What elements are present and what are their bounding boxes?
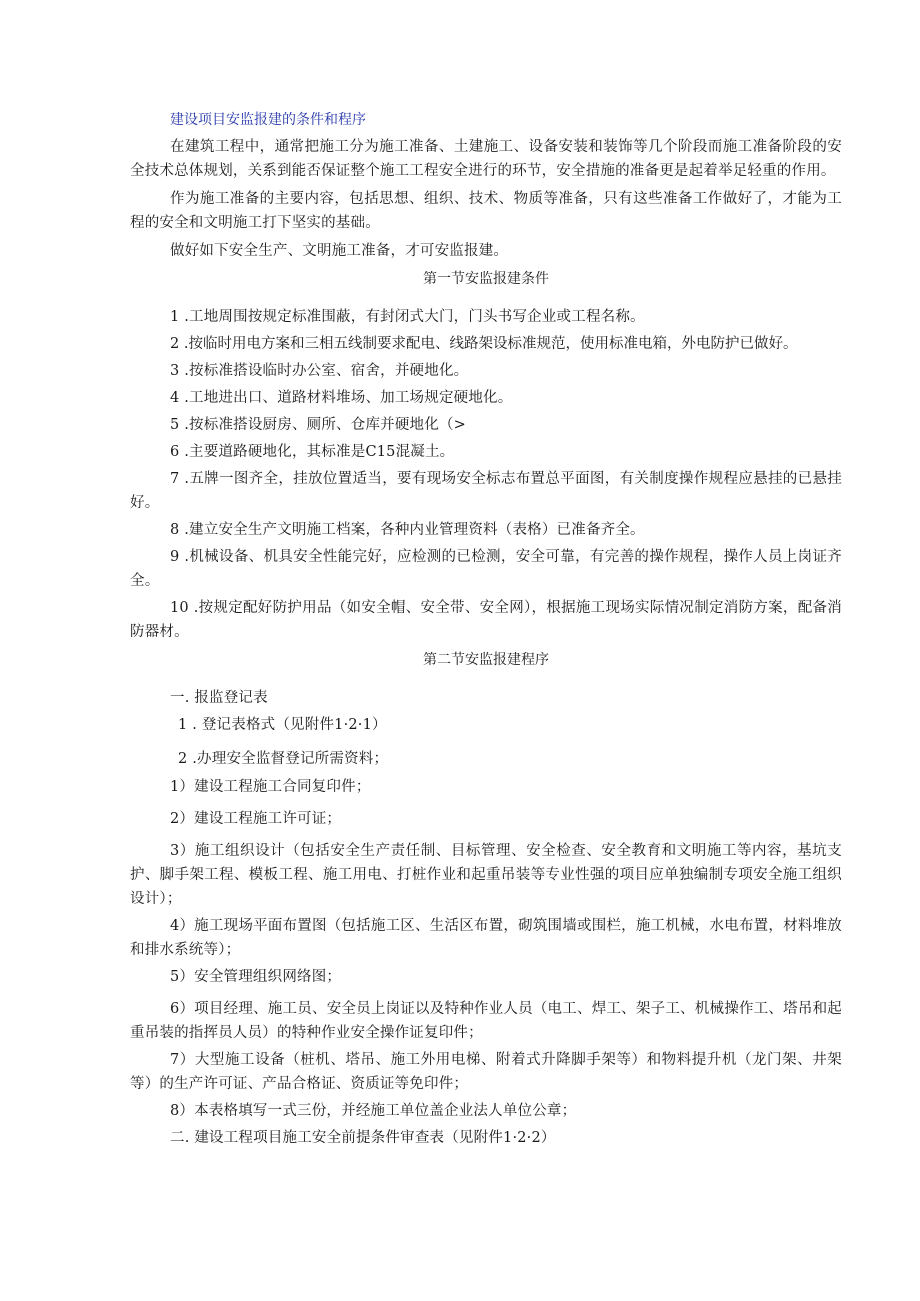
condition-item-9: 9 .机械设备、机具安全性能完好，应检测的已检测，安全可靠，有完善的操作规程，操作人员上岗证齐全。	[130, 549, 842, 589]
condition-item-6: 6 .主要道路硬地化，其标准是C15混凝土。	[170, 444, 455, 460]
material-item-8: 8）本表格填写一式三份，并经施工单位盖企业法人单位公章；	[170, 1103, 577, 1119]
condition-item-2: 2 .按临时用电方案和三相五线制要求配电、线路架设标准规范，使用标准电箱，外电防护已做好。	[170, 336, 798, 352]
document-title: 建设项目安监报建的条件和程序	[170, 112, 366, 128]
material-item-1: 1）建设工程施工合同复印件；	[170, 779, 371, 795]
material-item-6: 6）项目经理、施工员、安全员上岗证以及特种作业人员（电工、焊工、架子工、机械操作工、塔吊和起重吊装的指挥员人员）的特种作业安全操作证复印件；	[130, 1001, 842, 1041]
material-item-5: 5）安全管理组织网络图；	[170, 969, 342, 985]
document-page	[130, 108, 842, 1153]
material-item-4: 4）施工现场平面布置图（包括施工区、生活区布置，砌筑围墙或围栏，施工机械，水电布置，材料堆放和排水系统等）；	[130, 918, 842, 958]
condition-item-3: 3 .按标准搭设临时办公室、宿舍，并硬地化。	[170, 363, 469, 379]
condition-item-1: 1 .工地周围按规定标准围蔽，有封闭式大门，门头书写企业或工程名称。	[170, 309, 645, 325]
condition-item-10: 10 .按规定配好防护用品（如安全帽、安全带、安全网），根据施工现场实际情况制定消防方案，配备消防器材。	[130, 600, 842, 640]
condition-item-7: 7 .五牌一图齐全，挂放位置适当，要有现场安全标志布置总平面图，有关制度操作规程应悬挂的已悬挂好。	[130, 471, 842, 511]
registration-step-2: 2 .办理安全监督登记所需资料；	[178, 751, 389, 767]
section1-heading: 第一节安监报建条件	[423, 271, 549, 287]
section2-heading: 第二节安监报建程序	[423, 652, 549, 668]
review-form-title: 二. 建设工程项目施工安全前提条件审查表（见附件1·2·2）	[170, 1130, 556, 1146]
condition-item-8: 8 .建立安全生产文明施工档案，各种内业管理资料（表格）已准备齐全。	[170, 522, 645, 538]
condition-item-4: 4 .工地进出口、道路材料堆场、加工场规定硬地化。	[170, 390, 513, 406]
material-item-3: 3）施工组织设计（包括安全生产责任制、目标管理、安全检查、安全教育和文明施工等内容，基坑支护、脚手架工程、模板工程、施工用电、打桩作业和起重吊装等专业性强的项目应单独编制专项安全施工组织设计）；	[130, 843, 842, 907]
intro-paragraph-1: 在建筑工程中，通常把施工分为施工准备、土建施工、设备安装和装饰等几个阶段而施工准备阶段的安全技术总体规划，关系到能否保证整个施工工程安全进行的环节，安全措施的准备更是起着举足轻重的作用。	[130, 139, 842, 179]
intro-paragraph-3: 做好如下安全生产、文明施工准备，才可安监报建。	[170, 243, 509, 259]
material-item-7: 7）大型施工设备（桩机、塔吊、施工外用电梯、附着式升降脚手架等）和物料提升机（龙门架、井架等）的生产许可证、产品合格证、资质证等免印件；	[130, 1052, 842, 1092]
intro-paragraph-2: 作为施工准备的主要内容，包括思想、组织、技术、物质等准备，只有这些准备工作做好了，才能为工程的安全和文明施工打下坚实的基础。	[130, 191, 842, 231]
condition-item-5: 5 .按标准搭设厨房、厕所、仓库并硬地化（>	[170, 417, 466, 433]
material-item-2: 2）建设工程施工许可证；	[170, 811, 342, 827]
registration-form-title: 一. 报监登记表	[170, 690, 268, 706]
registration-step-1: 1 . 登记表格式（见附件1·2·1）	[178, 717, 387, 733]
